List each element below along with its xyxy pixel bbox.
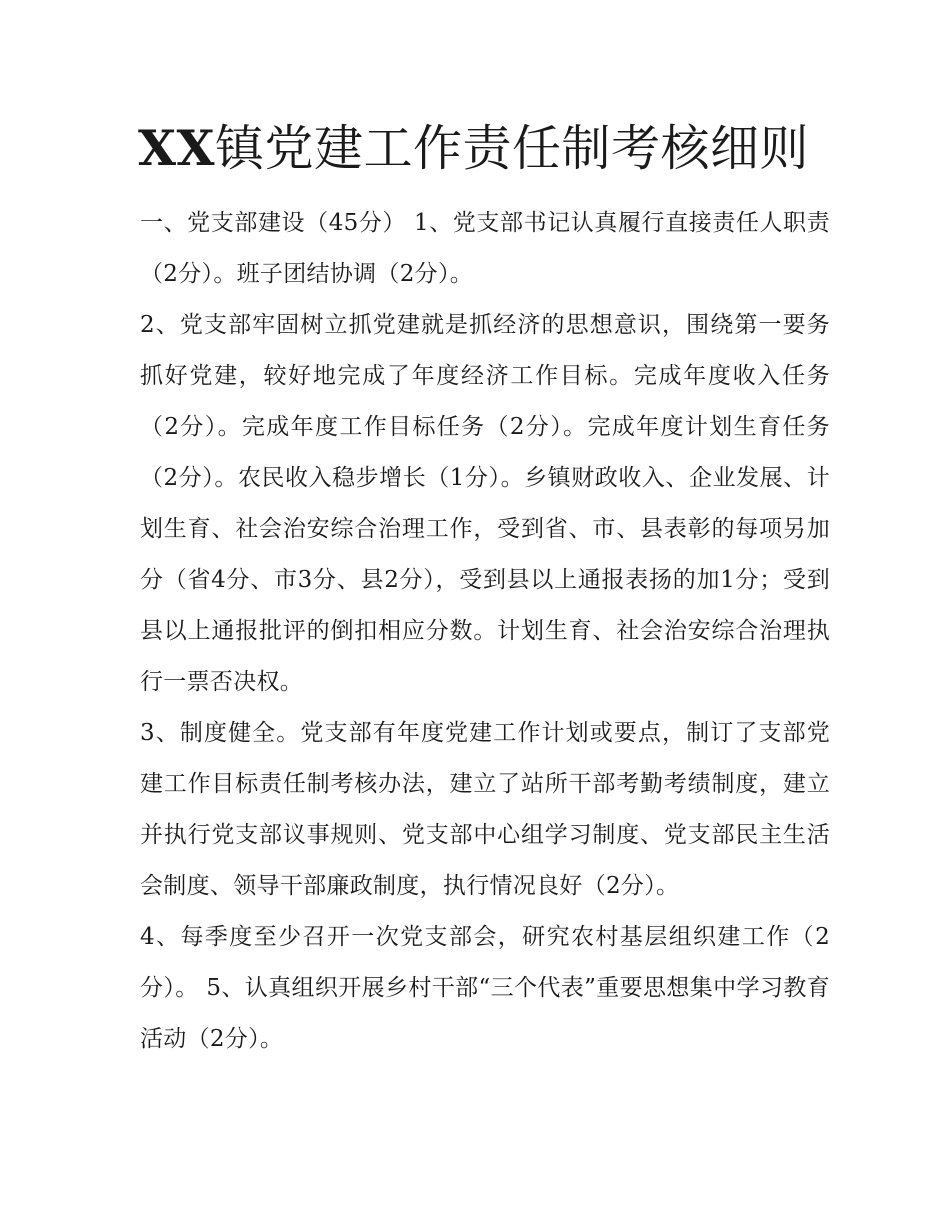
paragraph-2: 2、党支部牢固树立抓党建就是抓经济的思想意识，围绕第一要务抓好党建，较好地完成了年度经济工作目标。完成年度收入任务（2分）。完成年度工作目标任务（2分）。完成年度计划生育任务（2分）。农民收入稳步增长（1分）。乡镇财政收入、企业发展、计划生育、社会治安综合治理工作，受到省、市、县表彰的每项另加分（省4分、市3分、县2分），受到县以上通报表扬的加1分；受到县以上通报批评的倒扣相应分数。计划生育、社会治安综合治理执行一票否决权。	[140, 312, 830, 695]
document-title	[138, 112, 838, 185]
title-main: 镇党建工作责任制考核细则	[215, 120, 810, 177]
document-body	[140, 198, 830, 1065]
paragraph-4: 4、每季度至少召开一次党支部会，研究农村基层组织建工作（2分）。 5、认真组织开展乡村干部“三个代表”重要思想集中学习教育活动（2分）。	[140, 924, 830, 1052]
paragraph-3: 3、制度健全。党支部有年度党建工作计划或要点，制订了支部党建工作目标责任制考核办法，建立了站所干部考勤考绩制度，建立并执行党支部议事规则、党支部中心组学习制度、党支部民主生活会制度、领导干部廉政制度，执行情况良好（2分）。	[140, 720, 830, 899]
paragraph-1: 一、党支部建设（45分） 1、党支部书记认真履行直接责任人职责（2分）。班子团结协调（2分）。	[140, 210, 830, 287]
title-prefix: XX	[138, 119, 216, 177]
